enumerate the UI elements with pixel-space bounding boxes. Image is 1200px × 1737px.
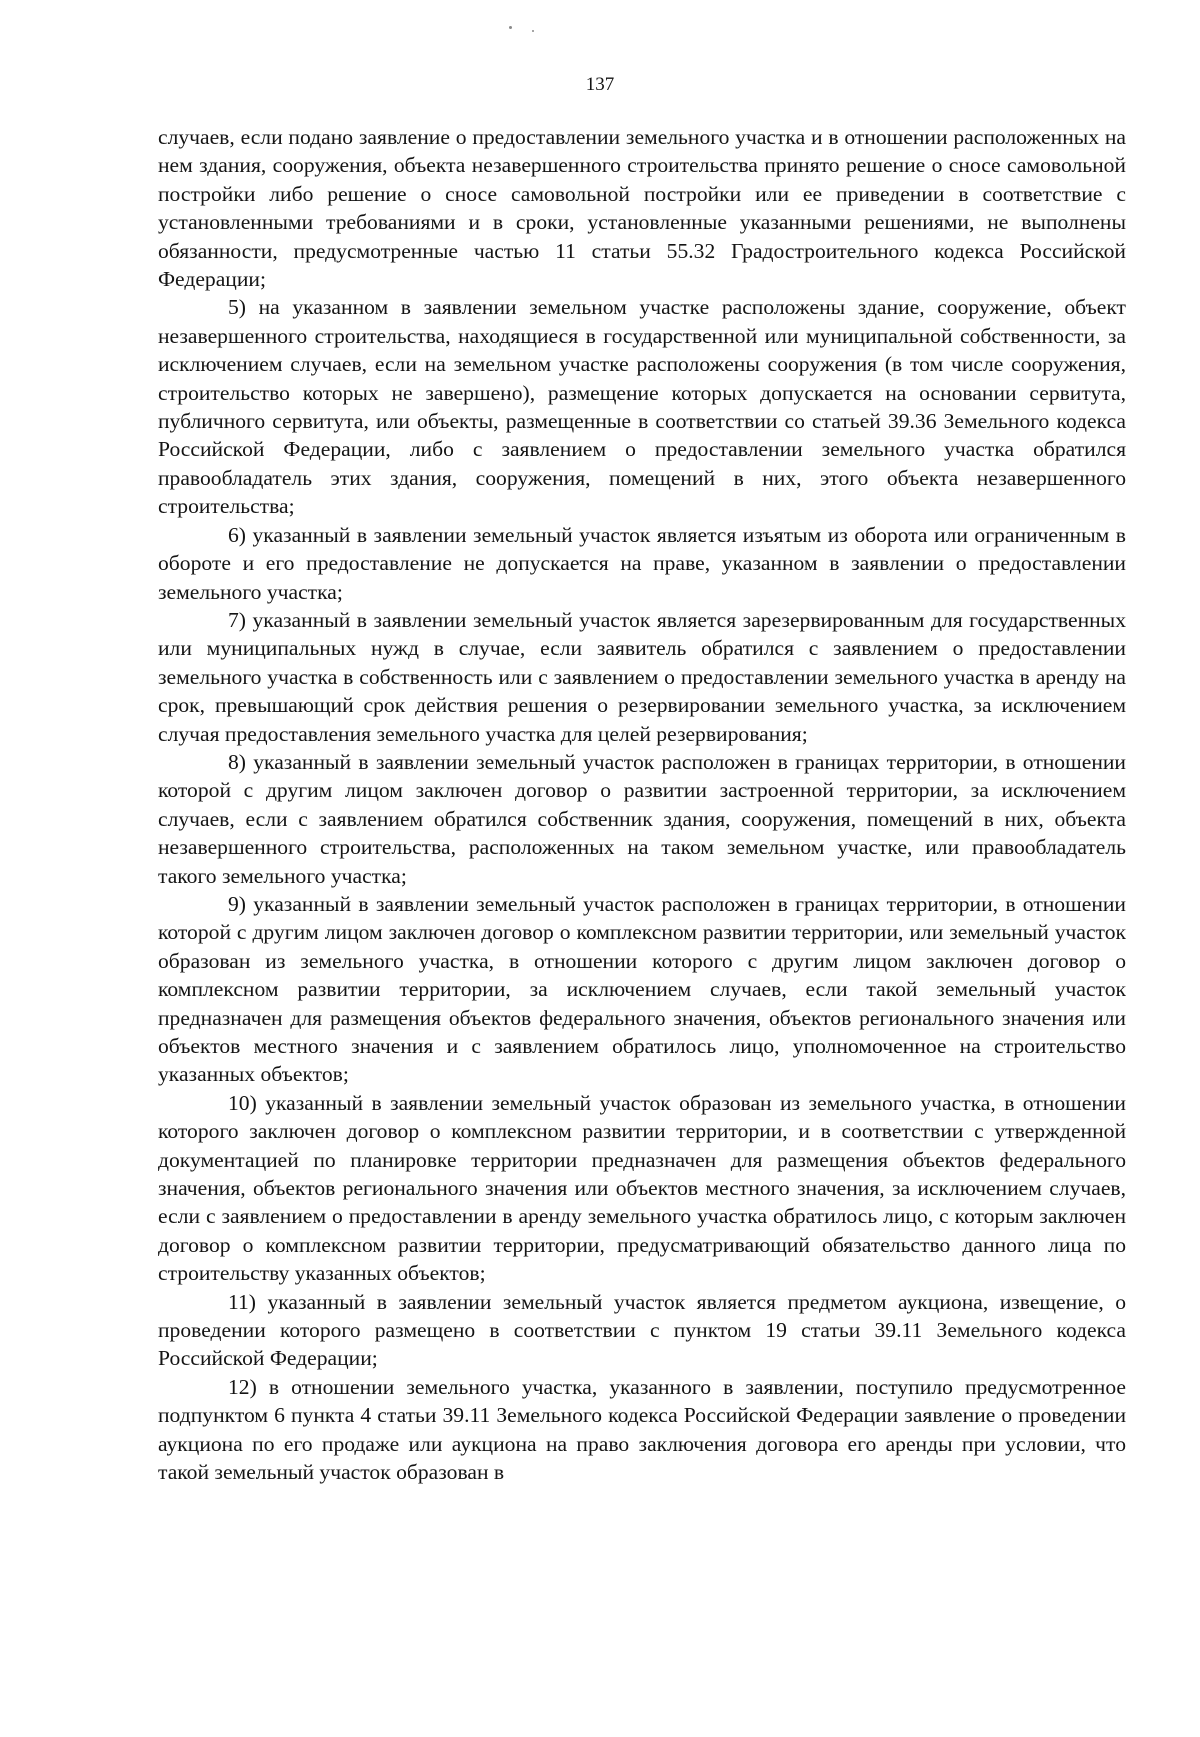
page-number: 137 xyxy=(585,74,615,95)
scan-speck xyxy=(509,26,512,29)
paragraph-item-8: 8) указанный в заявлении земельный участок расположен в границах территории, в отношении которой с другим лицом заключен договор о развитии застроенной территории, за исключением случаев, если с заявлением обратился собственник здания, сооружения, помещений в них, объекта незавершенного строительства, расположенных на таком земельном участке, или правообладатель такого земельного участка; xyxy=(158,749,1126,888)
scan-speck xyxy=(532,30,534,32)
paragraph-item-6: 6) указанный в заявлении земельный участок является изъятым из оборота или ограниченным в обороте и его предоставление не допускается на праве, указанном в заявлении о предоставлении земельного участка; xyxy=(158,522,1126,604)
paragraph-continuation: случаев, если подано заявление о предоставлении земельного участка и в отношении расположенных на нем здания, сооружения, объекта незавершенного строительства принято решение о сносе самовольной постройки либо решение о сносе самовольной постройки или ее приведении в соответствие с установленными требованиями и в сроки, установленные указанными решениями, не выполнены обязанности, предусмотренные частью 11 статьи 55.32 Градостроительного кодекса Российской Федерации; xyxy=(158,125,1126,292)
paragraph-item-9: 9) указанный в заявлении земельный участок расположен в границах территории, в отношении которой с другим лицом заключен договор о комплексном развитии территории, или земельный участок образован из земельного участка, в отношении которого с другим лицом заключен договор о комплексном развитии территории, за исключением случаев, если такой земельный участок предназначен для размещения объектов федерального значения, объектов регионального значения или объектов местного значения и с заявлением обратилось лицо, уполномоченное на строительство указанных объектов; xyxy=(158,891,1126,1087)
paragraph-item-10: 10) указанный в заявлении земельный участок образован из земельного участка, в отношении которого заключен договор о комплексном развитии территории, и в соответствии с утвержденной документацией по планировке территории предназначен для размещения объектов федерального значения, объектов регионального значения или объектов местного значения, за исключением случаев, если с заявлением о предоставлении в аренду земельного участка обратилось лицо, с которым заключен договор о комплексном развитии территории, предусматривающий обязательство данного лица по строительству указанных объектов; xyxy=(158,1090,1126,1286)
paragraph-item-5: 5) на указанном в заявлении земельном участке расположены здание, сооружение, объект незавершенного строительства, находящиеся в государственной или муниципальной собственности, за исключением случаев, если на земельном участке расположены сооружения (в том числе сооружения, строительство которых не завершено), размещение которых допускается на основании сервитута, публичного сервитута, или объекты, размещенные в соответствии со статьей 39.36 Земельного кодекса Российской Федерации, либо с заявлением о предоставлении земельного участка обратился правообладатель этих здания, сооружения, помещений в них, этого объекта незавершенного строительства; xyxy=(158,295,1126,519)
paragraph-item-7: 7) указанный в заявлении земельный участок является зарезервированным для государственных или муниципальных нужд в случае, если заявитель обратился с заявлением о предоставлении земельного участка в собственность или с заявлением о предоставлении земельного участка в аренду на срок, превышающий срок действия решения о резервировании земельного участка, за исключением случая предоставления земельного участка для целей резервирования; xyxy=(158,607,1126,746)
paragraph-item-11: 11) указанный в заявлении земельный участок является предметом аукциона, извещение, о проведении которого размещено в соответствии с пунктом 19 статьи 39.11 Земельного кодекса Российской Федерации; xyxy=(158,1289,1126,1371)
document-body xyxy=(158,123,1126,1487)
paragraph-item-12: 12) в отношении земельного участка, указанного в заявлении, поступило предусмотренное подпунктом 6 пункта 4 статьи 39.11 Земельного кодекса Российской Федерации заявление о проведении аукциона по его продаже или аукциона на право заключения договора его аренды при условии, что такой земельный участок образован в xyxy=(158,1374,1126,1485)
